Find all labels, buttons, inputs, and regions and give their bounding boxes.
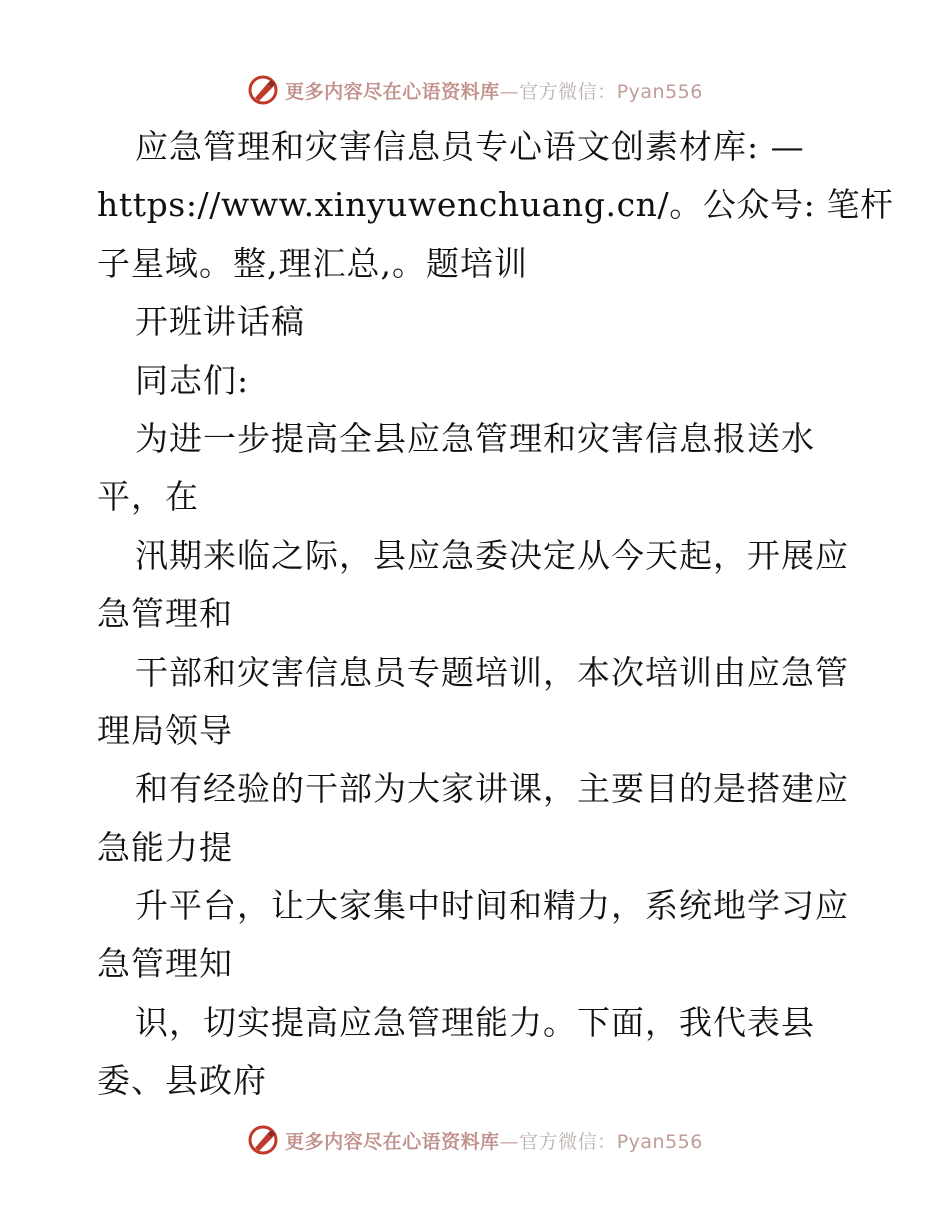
- banner-main-text: 更多内容尽在心语资料库: [285, 80, 500, 103]
- text-line: 和有经验的干部为大家讲课，主要目的是搭建应: [135, 769, 849, 809]
- document-body: [97, 118, 894, 1111]
- banner-dash: —: [499, 1130, 520, 1153]
- text-line: 干部和灾害信息员专题培训，本次培训由应急管: [135, 652, 849, 692]
- banner-wechat-label: 官方微信：: [519, 80, 617, 103]
- footer-banner: [0, 1122, 950, 1158]
- text-line: 汛期来临之际，县应急委决定从今天起，开展应: [135, 535, 849, 575]
- text-line: 子星域。整,理汇总,。题培训: [97, 243, 528, 283]
- text-line: 识，切实提高应急管理能力。下面，我代表县: [135, 1002, 815, 1042]
- pen-nib-logo-icon: [247, 74, 279, 106]
- banner-dash: —: [499, 80, 520, 103]
- banner-text: [285, 77, 703, 104]
- banner-wechat-id: Pyan556: [616, 80, 703, 103]
- banner-wechat-id: Pyan556: [616, 1130, 703, 1153]
- banner-text: [285, 1127, 703, 1154]
- header-banner: [0, 72, 950, 108]
- banner-wechat-label: 官方微信：: [519, 1130, 617, 1153]
- text-line: 理局领导: [97, 710, 233, 750]
- banner-main-text: 更多内容尽在心语资料库: [285, 1130, 500, 1153]
- text-line: 升平台，让大家集中时间和精力，系统地学习应: [135, 886, 849, 926]
- text-line: 为进一步提高全县应急管理和灾害信息报送水: [135, 418, 815, 458]
- pen-nib-logo-icon: [247, 1124, 279, 1156]
- text-line: 应急管理和灾害信息员专心语文创素材库: —: [135, 127, 805, 166]
- text-line: 委、县政府: [97, 1061, 267, 1101]
- text-line: 平，在: [97, 477, 199, 517]
- text-line: 急能力提: [97, 827, 233, 867]
- text-line: 同志们:: [135, 360, 250, 400]
- text-line: 急管理和: [97, 594, 233, 634]
- text-line: 开班讲话稿: [135, 302, 305, 342]
- text-line: 急管理知: [97, 944, 233, 984]
- text-line: https://www.xinyuwenchuang.cn/。公众号: 笔杆: [97, 185, 894, 225]
